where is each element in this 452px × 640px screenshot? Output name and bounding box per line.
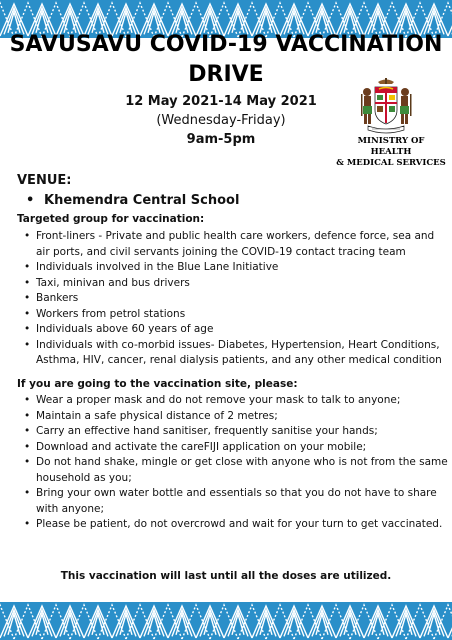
venue-name-text: Khemendra Central School [44,193,240,208]
list-item: • Individuals with co-morbid issues- Diabetes, Hypertension, Heart Conditions, Asthma, HIV, cancer, renal dialysis patients, and any other medical condition [20,338,448,369]
list-item: • Carry an effective hand sanitiser, frequently sanitise your hands; [20,424,448,440]
page-title: SAVUSAVU COVID-19 VACCINATION DRIVE [9,32,443,87]
list-item: • Taxi, minivan and bus drivers [20,276,448,292]
footer-note: This vaccination will last until all the doses are utilized. [60,570,392,582]
ministry-line-2: & MEDICAL SERVICES [336,158,446,168]
list-item: • Workers from petrol stations [20,307,448,323]
instructions-list [20,393,448,533]
bullet-icon: • [26,193,35,208]
tribal-pattern-bottom [0,602,452,640]
hours: 9am-5pm [186,132,256,147]
list-item: • Bankers [20,291,448,307]
list-item: • Individuals above 60 years of age [20,322,448,338]
list-item: • Please be patient, do not overcrowd and wait for your turn to get vaccinated. [20,517,448,533]
date-range: 12 May 2021-14 May 2021 [125,94,317,109]
weekday-range: (Wednesday-Friday) [156,113,286,128]
fiji-coat-of-arms-emblem [358,76,414,136]
venue-name [26,192,239,209]
ministry-line-1: MINISTRY OF HEALTH [357,136,425,157]
ministry-label [336,136,446,169]
list-item: • Do not hand shake, mingle or get close with anyone who is not from the same household as you; [20,455,448,486]
event-dates [110,92,332,149]
targeted-group-list [20,229,448,369]
instructions-heading: If you are going to the vaccination site, please: [17,378,298,390]
venue-label: VENUE: [17,173,72,188]
list-item: • Wear a proper mask and do not remove your mask to talk to anyone; [20,393,448,409]
pattern-triangle [448,606,452,638]
list-item: • Bring your own water bottle and essentials so that you do not have to share with anyone; [20,486,448,517]
pattern-triangle [448,4,452,36]
targeted-group-heading: Targeted group for vaccination: [17,213,205,225]
bottom-pattern-band [0,602,452,640]
list-item: • Download and activate the careFIJI application on your mobile; [20,440,448,456]
list-item: • Maintain a safe physical distance of 2 metres; [20,409,448,425]
list-item: • Front-liners - Private and public health care workers, defence force, sea and air ports, and civil servants joining the COVID-19 contact tracing team [20,229,448,260]
list-item: • Individuals involved in the Blue Lane Initiative [20,260,448,276]
